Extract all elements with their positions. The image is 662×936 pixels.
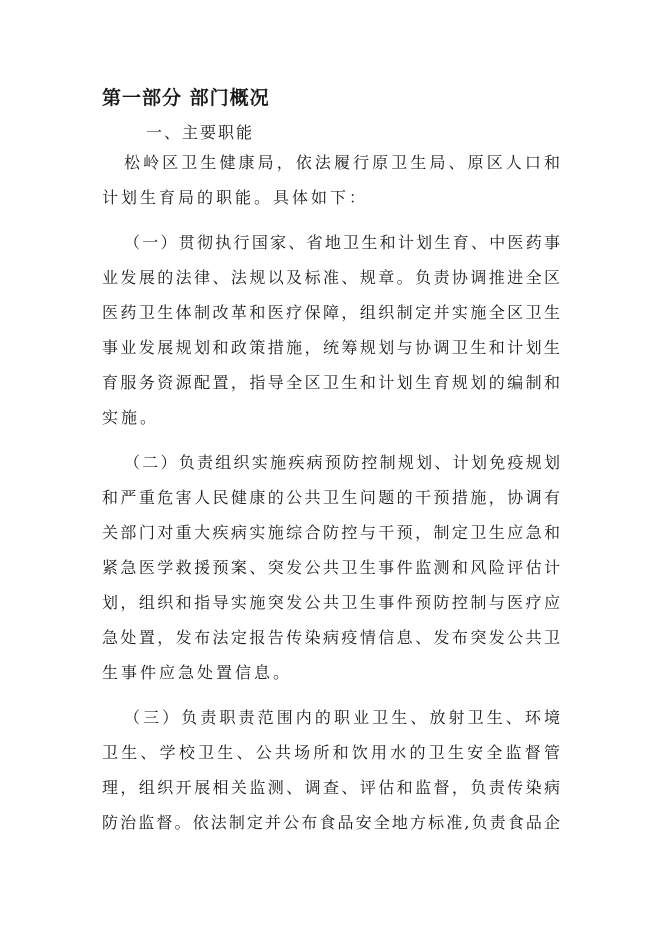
text-line: 理，组织开展相关监测、调查、评估和监督，负责传染病 <box>102 778 560 797</box>
text-line: 业发展的法律、法规以及标准、规章。负责协调推进全区 <box>102 268 560 287</box>
text-line: 计划生育局的职能。具体如下： <box>102 188 369 207</box>
text-line: 划，组织和指导实施突发公共卫生事件预防控制与医疗应 <box>102 593 560 612</box>
text-line: 事业发展规划和政策措施，统筹规划与协调卫生和计划生 <box>102 338 560 357</box>
paragraph-3 <box>102 700 560 840</box>
text-line: 医药卫生体制改革和医疗保障，组织制定并实施全区卫生 <box>102 303 560 322</box>
text-line: 和严重危害人民健康的公共卫生问题的干预措施，协调有 <box>102 488 560 507</box>
paragraph-2 <box>102 445 560 690</box>
text-line: （二）负责组织实施疾病预防控制规划、计划免疫规划 <box>124 453 560 472</box>
paragraph-1 <box>102 225 560 435</box>
section-heading: 第一部分 部门概况 <box>102 87 270 109</box>
text-line: 防治监督。依法制定并公布食品安全地方标准,负责食品企 <box>102 813 560 832</box>
text-line: 育服务资源配置，指导全区卫生和计划生育规划的编制和 <box>102 373 560 392</box>
text-line: 卫生、学校卫生、公共场所和饮用水的卫生安全监督管 <box>102 743 560 762</box>
text-line: （三）负责职责范围内的职业卫生、放射卫生、环境 <box>124 708 560 727</box>
text-line: 急处置，发布法定报告传染病疫情信息、发布突发公共卫 <box>102 628 560 647</box>
text-line: 生事件应急处置信息。 <box>102 663 293 682</box>
text-line: （一）贯彻执行国家、省地卫生和计划生育、中医药事 <box>124 233 560 252</box>
text-line: 紧急医学救援预案、突发公共卫生事件监测和风险评估计 <box>102 558 560 577</box>
text-line: 关部门对重大疾病实施综合防控与干预，制定卫生应急和 <box>102 523 560 542</box>
subheading: 一、主要职能 <box>146 123 255 142</box>
paragraph-intro <box>102 145 560 215</box>
text-line: 实施。 <box>102 408 160 427</box>
text-line: 松岭区卫生健康局，依法履行原卫生局、原区人口和 <box>124 153 560 172</box>
